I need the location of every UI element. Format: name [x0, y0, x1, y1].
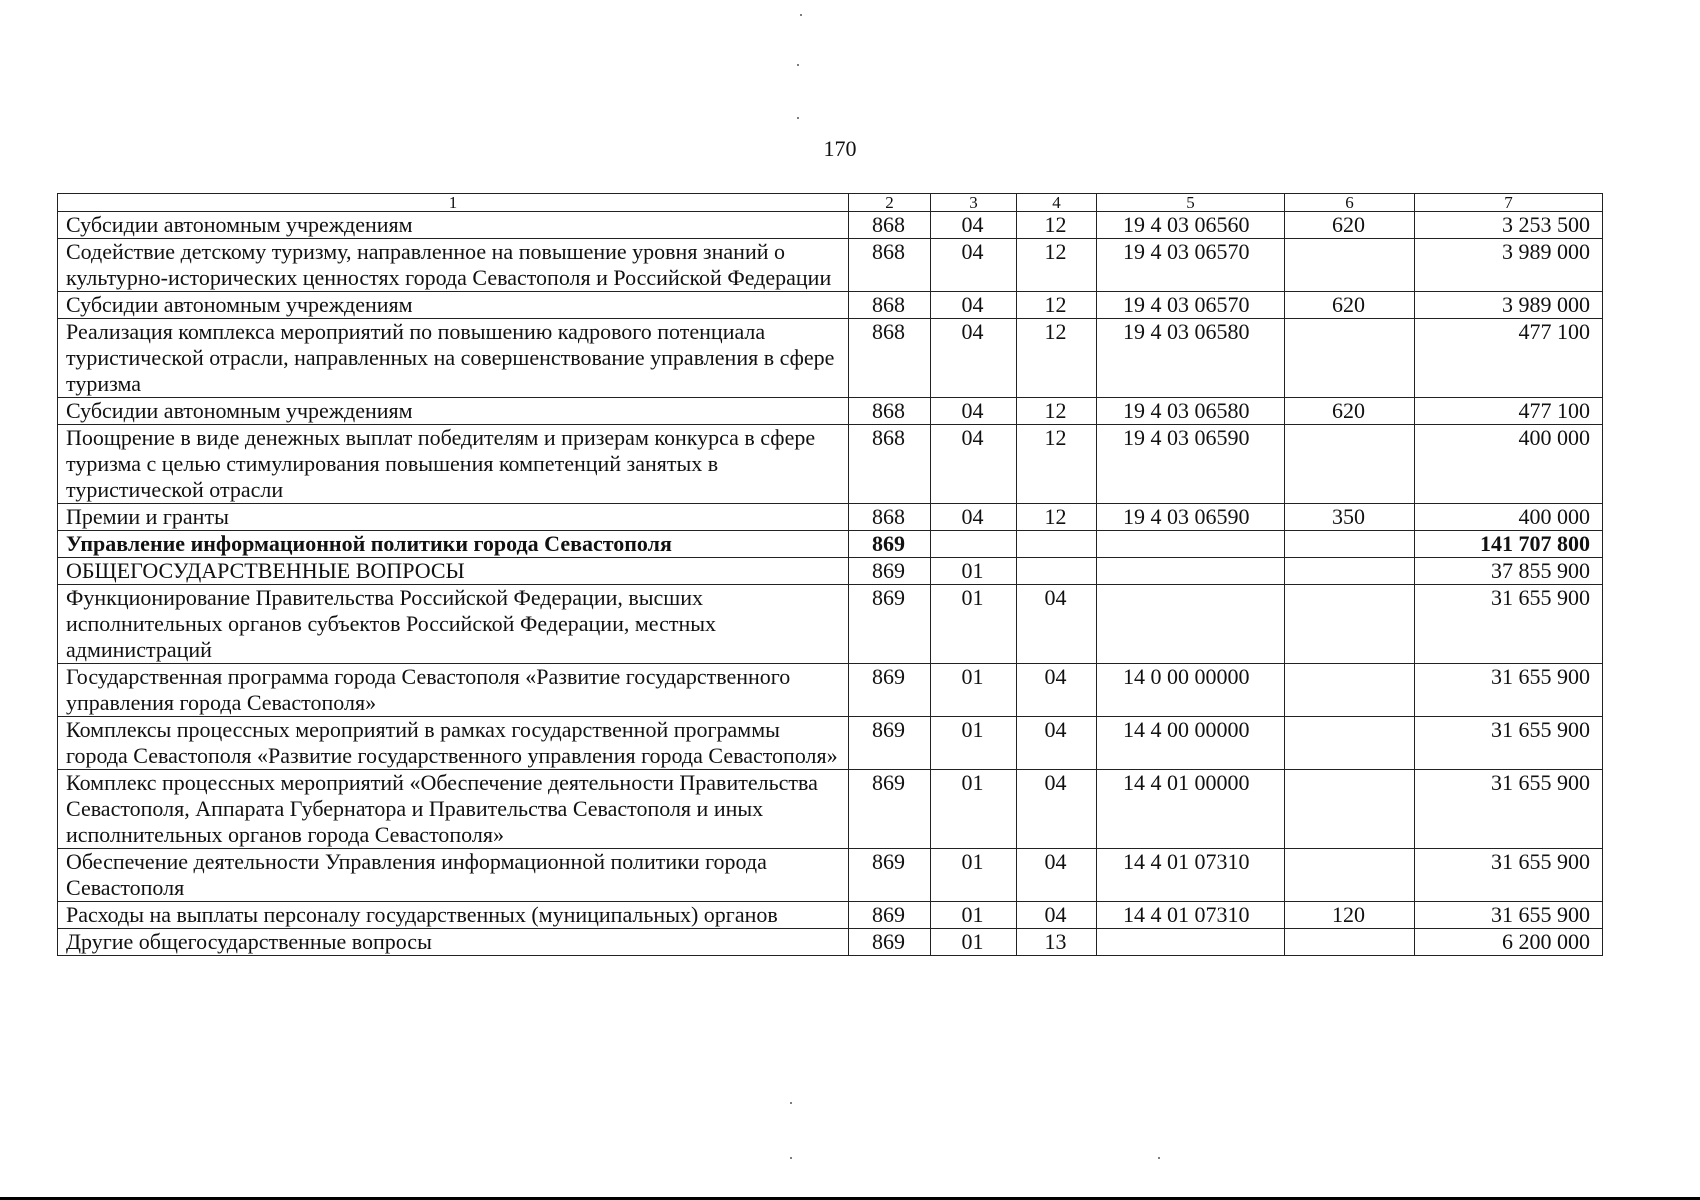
column-header: 6: [1285, 194, 1415, 212]
row-amount: 141 707 800: [1415, 531, 1603, 558]
table-row: [58, 664, 1603, 717]
row-subsection-code: 12: [1017, 239, 1097, 292]
row-ved-code: 869: [849, 929, 931, 956]
table-row: [58, 770, 1603, 849]
row-expense-type: 120: [1285, 902, 1415, 929]
row-target-article: [1097, 929, 1285, 956]
column-header: 4: [1017, 194, 1097, 212]
table-row: [58, 425, 1603, 504]
row-amount: 3 989 000: [1415, 239, 1603, 292]
row-subsection-code: [1017, 558, 1097, 585]
row-amount: 31 655 900: [1415, 585, 1603, 664]
row-target-article: 14 4 01 00000: [1097, 770, 1285, 849]
row-target-article: 14 4 01 07310: [1097, 902, 1285, 929]
row-ved-code: 868: [849, 319, 931, 398]
row-expense-type: [1285, 319, 1415, 398]
column-number-row: [58, 194, 1603, 212]
row-amount: 31 655 900: [1415, 902, 1603, 929]
row-subsection-code: 04: [1017, 770, 1097, 849]
row-section-code: 01: [931, 585, 1017, 664]
column-header: 5: [1097, 194, 1285, 212]
row-amount: 3 253 500: [1415, 212, 1603, 239]
column-header: 1: [58, 194, 849, 212]
row-target-article: [1097, 585, 1285, 664]
row-expense-type: [1285, 531, 1415, 558]
row-name: Государственная программа города Севастополя «Развитие государственного управления города Севастополя»: [58, 664, 849, 717]
row-amount: 31 655 900: [1415, 770, 1603, 849]
table-row: [58, 292, 1603, 319]
row-name: Поощрение в виде денежных выплат победителям и призерам конкурса в сфере туризма с целью стимулирования повышения компетенций занятых в туристической отрасли: [58, 425, 849, 504]
row-ved-code: 869: [849, 849, 931, 902]
row-expense-type: 350: [1285, 504, 1415, 531]
row-ved-code: 869: [849, 531, 931, 558]
scan-speck: [797, 117, 799, 119]
row-expense-type: [1285, 425, 1415, 504]
row-name: Реализация комплекса мероприятий по повышению кадрового потенциала туристической отрасли, направленных на совершенствование управления в сфере туризма: [58, 319, 849, 398]
scan-speck: [1158, 1157, 1160, 1159]
row-amount: 477 100: [1415, 398, 1603, 425]
row-name: Содействие детскому туризму, направленное на повышение уровня знаний о культурно-исторических ценностях города Севастополя и Российской Федерации: [58, 239, 849, 292]
column-header: 3: [931, 194, 1017, 212]
row-amount: 477 100: [1415, 319, 1603, 398]
row-section-code: 01: [931, 849, 1017, 902]
row-section-code: 01: [931, 929, 1017, 956]
row-name: ОБЩЕГОСУДАРСТВЕННЫЕ ВОПРОСЫ: [58, 558, 849, 585]
row-name: Управление информационной политики города Севастополя: [58, 531, 849, 558]
row-subsection-code: 04: [1017, 717, 1097, 770]
row-section-code: 04: [931, 319, 1017, 398]
row-expense-type: [1285, 929, 1415, 956]
row-expense-type: [1285, 239, 1415, 292]
table-row: [58, 504, 1603, 531]
row-target-article: 14 4 00 00000: [1097, 717, 1285, 770]
row-name: Премии и гранты: [58, 504, 849, 531]
row-amount: 31 655 900: [1415, 664, 1603, 717]
row-subsection-code: 04: [1017, 664, 1097, 717]
row-expense-type: [1285, 717, 1415, 770]
row-name: Расходы на выплаты персоналу государственных (муниципальных) органов: [58, 902, 849, 929]
row-subsection-code: 12: [1017, 425, 1097, 504]
row-expense-type: 620: [1285, 398, 1415, 425]
row-amount: 3 989 000: [1415, 292, 1603, 319]
table-row: [58, 902, 1603, 929]
row-section-code: 04: [931, 212, 1017, 239]
row-expense-type: [1285, 585, 1415, 664]
row-ved-code: 868: [849, 239, 931, 292]
row-subsection-code: 04: [1017, 585, 1097, 664]
row-section-code: 04: [931, 504, 1017, 531]
table-row: [58, 531, 1603, 558]
row-section-code: 04: [931, 239, 1017, 292]
row-name: Комплексы процессных мероприятий в рамках государственной программы города Севастополя «Развитие государственного управления города Севастополя»: [58, 717, 849, 770]
row-target-article: 19 4 03 06570: [1097, 239, 1285, 292]
row-subsection-code: 12: [1017, 212, 1097, 239]
row-name: Обеспечение деятельности Управления информационной политики города Севастополя: [58, 849, 849, 902]
row-name: Комплекс процессных мероприятий «Обеспечение деятельности Правительства Севастополя, Аппарата Губернатора и Правительства Севастополя и иных исполнительных органов города Севастополя»: [58, 770, 849, 849]
row-ved-code: 869: [849, 664, 931, 717]
row-expense-type: [1285, 849, 1415, 902]
row-target-article: 19 4 03 06590: [1097, 425, 1285, 504]
scan-speck: [790, 1102, 792, 1104]
table-row: [58, 239, 1603, 292]
row-ved-code: 869: [849, 558, 931, 585]
row-expense-type: [1285, 770, 1415, 849]
row-section-code: 01: [931, 558, 1017, 585]
row-ved-code: 868: [849, 398, 931, 425]
row-section-code: 01: [931, 664, 1017, 717]
row-section-code: 01: [931, 770, 1017, 849]
row-target-article: 19 4 03 06560: [1097, 212, 1285, 239]
row-amount: 400 000: [1415, 425, 1603, 504]
table-row: [58, 212, 1603, 239]
row-amount: 31 655 900: [1415, 717, 1603, 770]
row-subsection-code: [1017, 531, 1097, 558]
row-subsection-code: 13: [1017, 929, 1097, 956]
row-ved-code: 868: [849, 425, 931, 504]
row-target-article: [1097, 558, 1285, 585]
table-row: [58, 929, 1603, 956]
row-name: Субсидии автономным учреждениям: [58, 292, 849, 319]
row-section-code: 01: [931, 902, 1017, 929]
table-row: [58, 319, 1603, 398]
row-subsection-code: 12: [1017, 398, 1097, 425]
row-amount: 31 655 900: [1415, 849, 1603, 902]
row-amount: 6 200 000: [1415, 929, 1603, 956]
row-ved-code: 869: [849, 770, 931, 849]
row-target-article: [1097, 531, 1285, 558]
row-ved-code: 869: [849, 717, 931, 770]
row-expense-type: [1285, 558, 1415, 585]
row-ved-code: 869: [849, 585, 931, 664]
scan-speck: [797, 64, 799, 66]
row-target-article: 19 4 03 06570: [1097, 292, 1285, 319]
row-name: Субсидии автономным учреждениям: [58, 398, 849, 425]
table-row: [58, 398, 1603, 425]
row-section-code: 01: [931, 717, 1017, 770]
table-row: [58, 849, 1603, 902]
row-subsection-code: 04: [1017, 849, 1097, 902]
row-name: Субсидии автономным учреждениям: [58, 212, 849, 239]
row-subsection-code: 12: [1017, 292, 1097, 319]
row-ved-code: 869: [849, 902, 931, 929]
row-ved-code: 868: [849, 292, 931, 319]
row-expense-type: 620: [1285, 292, 1415, 319]
row-section-code: 04: [931, 398, 1017, 425]
row-amount: 400 000: [1415, 504, 1603, 531]
row-expense-type: [1285, 664, 1415, 717]
table-row: [58, 558, 1603, 585]
row-subsection-code: 12: [1017, 319, 1097, 398]
column-header: 2: [849, 194, 931, 212]
page-number: 170: [823, 136, 857, 161]
row-target-article: 19 4 03 06590: [1097, 504, 1285, 531]
row-target-article: 14 4 01 07310: [1097, 849, 1285, 902]
table-row: [58, 585, 1603, 664]
row-name: Функционирование Правительства Российской Федерации, высших исполнительных органов субъектов Российской Федерации, местных администраций: [58, 585, 849, 664]
row-ved-code: 868: [849, 212, 931, 239]
row-target-article: 19 4 03 06580: [1097, 398, 1285, 425]
column-header: 7: [1415, 194, 1603, 212]
budget-table: [57, 193, 1603, 956]
row-expense-type: 620: [1285, 212, 1415, 239]
scan-speck: [800, 14, 802, 16]
row-target-article: 19 4 03 06580: [1097, 319, 1285, 398]
row-subsection-code: 04: [1017, 902, 1097, 929]
row-subsection-code: 12: [1017, 504, 1097, 531]
row-ved-code: 868: [849, 504, 931, 531]
row-section-code: [931, 531, 1017, 558]
scan-speck: [790, 1157, 792, 1159]
row-name: Другие общегосударственные вопросы: [58, 929, 849, 956]
row-amount: 37 855 900: [1415, 558, 1603, 585]
row-section-code: 04: [931, 292, 1017, 319]
row-target-article: 14 0 00 00000: [1097, 664, 1285, 717]
row-section-code: 04: [931, 425, 1017, 504]
table-row: [58, 717, 1603, 770]
